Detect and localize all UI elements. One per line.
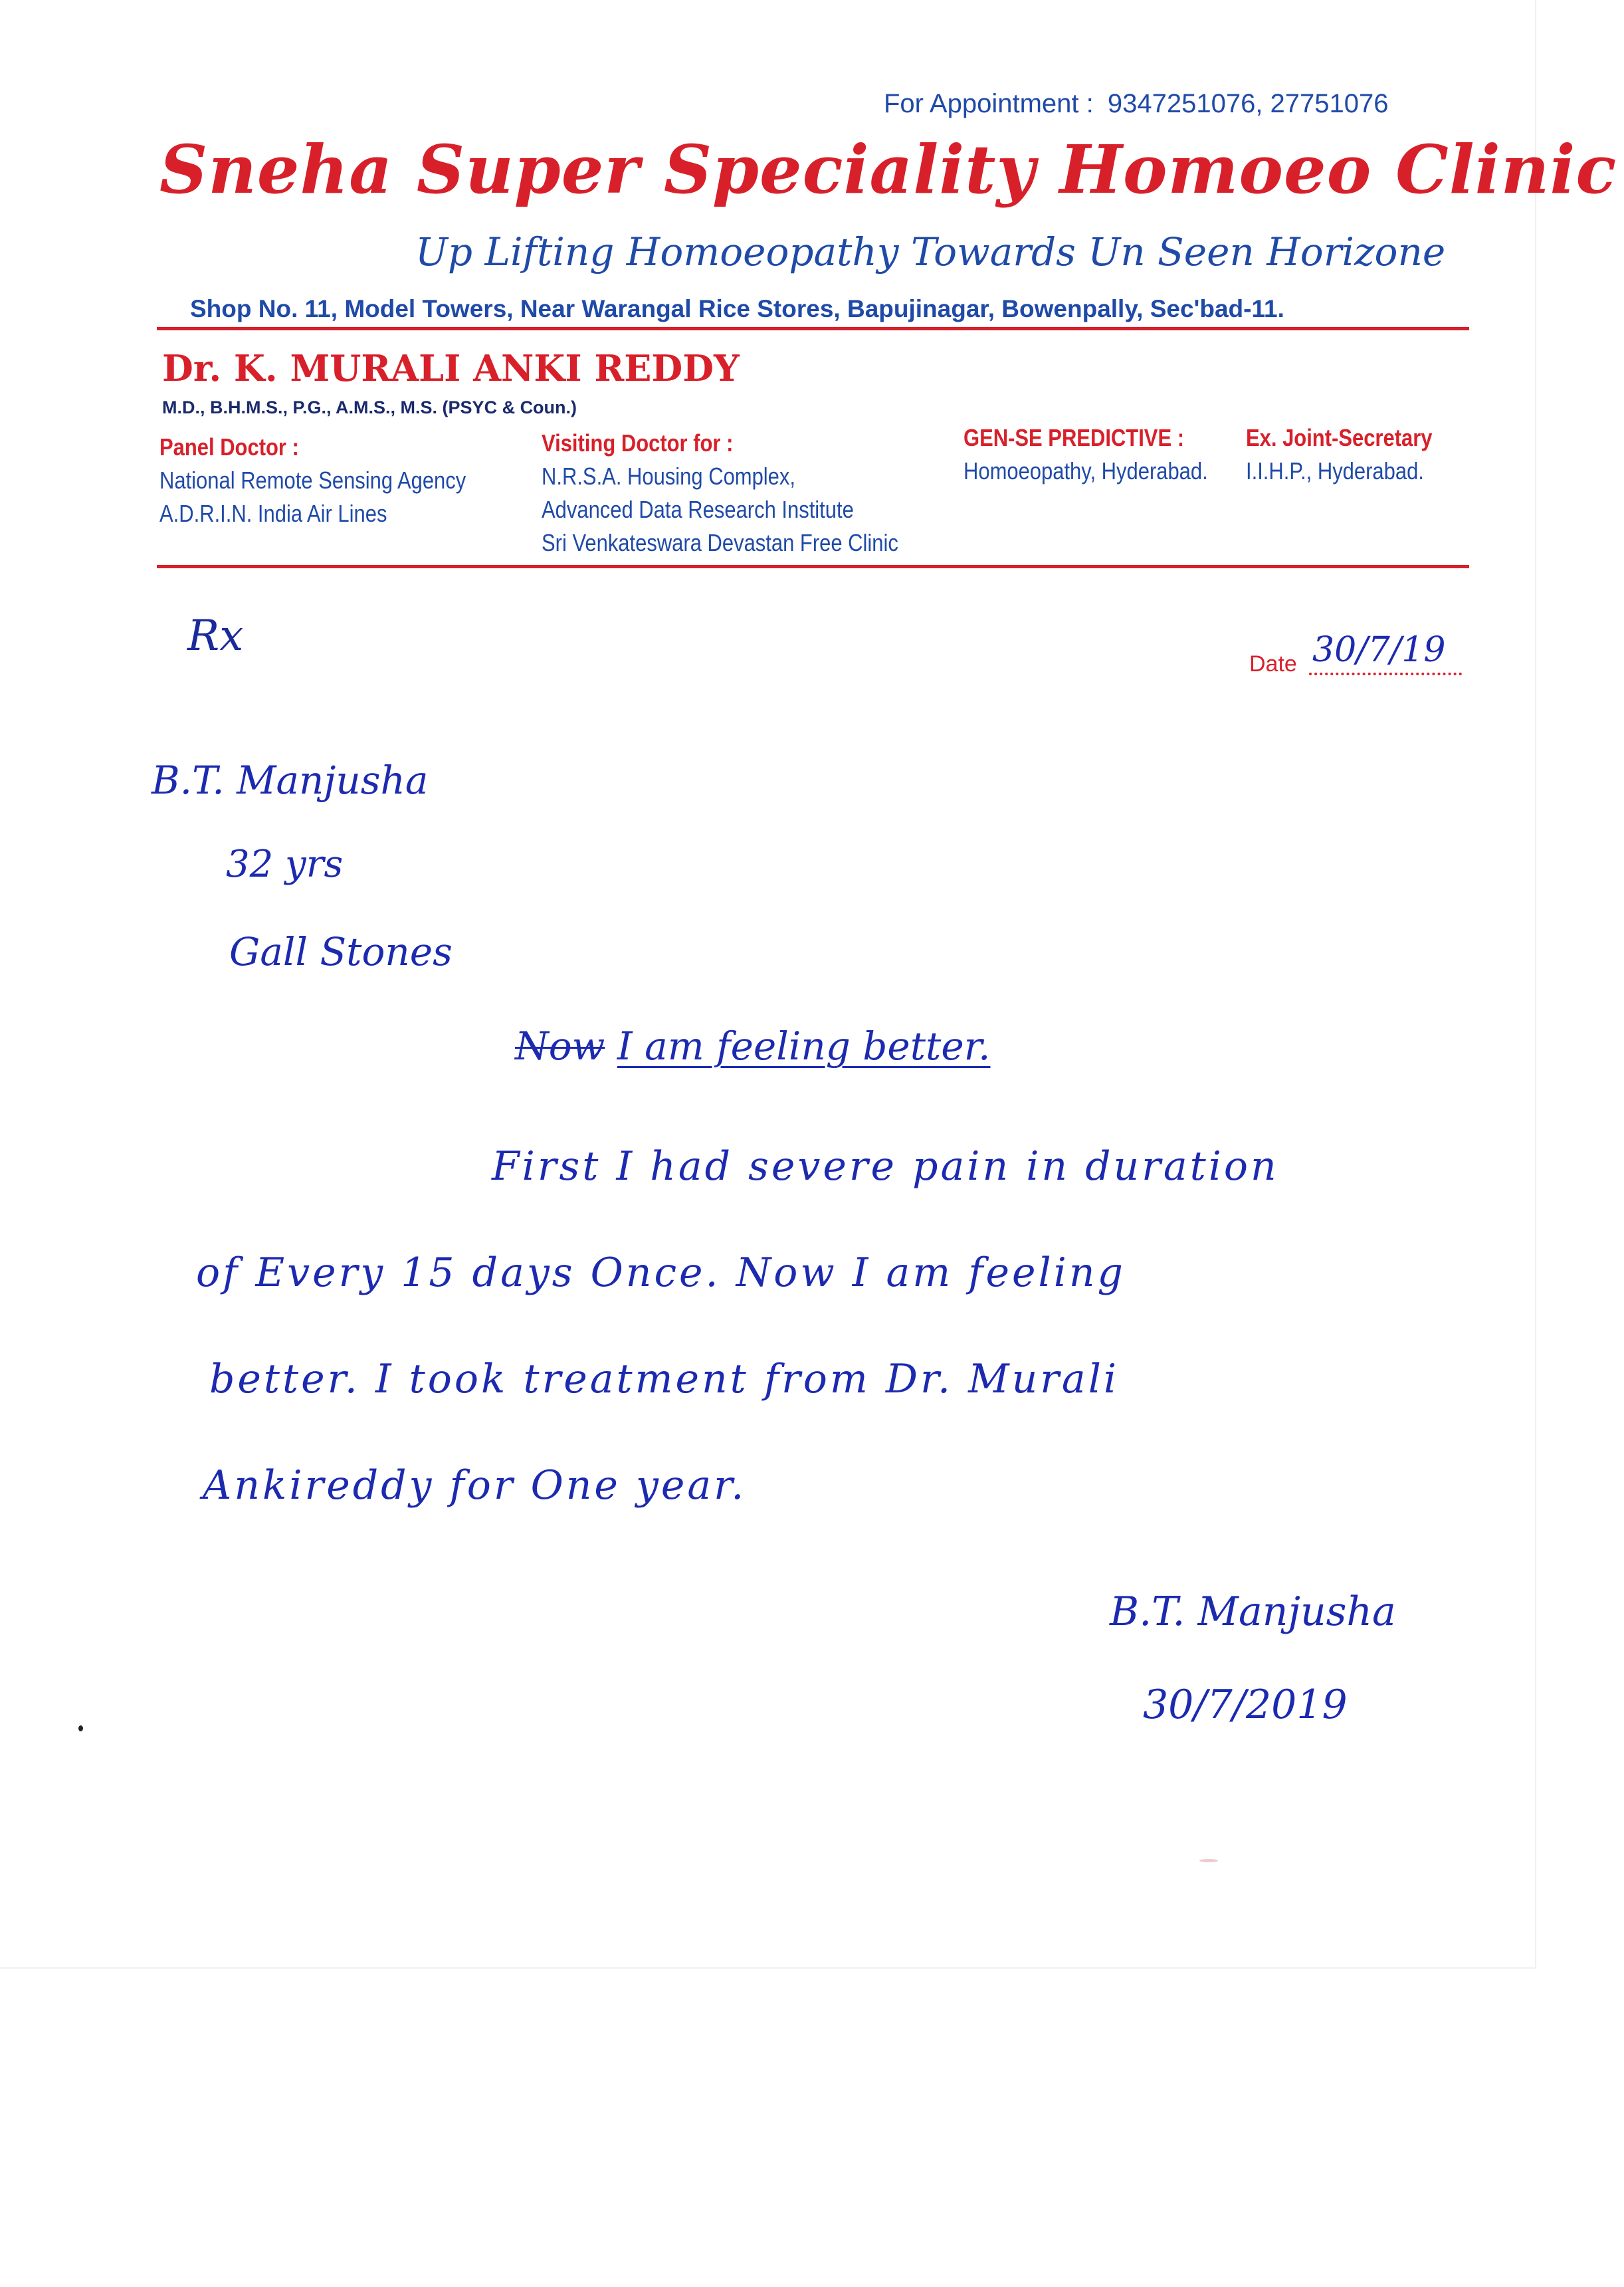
gen-se-heading: GEN-SE PREDICTIVE : bbox=[964, 424, 1185, 451]
patient-age: 32 yrs bbox=[226, 843, 344, 886]
rx-symbol: Rx bbox=[187, 611, 244, 661]
panel-doctor-column bbox=[159, 431, 516, 530]
ex-joint-secretary-column bbox=[1246, 421, 1463, 488]
visiting-doctor-line: Advanced Data Research Institute bbox=[542, 496, 854, 523]
appointment-line bbox=[884, 89, 1389, 119]
panel-doctor-line: A.D.R.I.N. India Air Lines bbox=[159, 500, 387, 527]
clinic-address: Shop No. 11, Model Towers, Near Warangal Rice Stores, Bapujinagar, Bowenpally, Sec'bad-11. bbox=[190, 295, 1284, 322]
header-divider-top bbox=[157, 327, 1469, 330]
visiting-doctor-heading: Visiting Doctor for : bbox=[542, 429, 734, 457]
date-label: Date bbox=[1249, 651, 1297, 677]
testimonial-title bbox=[515, 1024, 990, 1069]
ex-joint-secretary-line: I.I.H.P., Hyderabad. bbox=[1246, 457, 1424, 485]
stray-ink-mark bbox=[78, 1725, 83, 1731]
signature-date: 30/7/2019 bbox=[1143, 1682, 1348, 1728]
visiting-doctor-column bbox=[542, 427, 956, 560]
appointment-label: For Appointment : bbox=[884, 89, 1094, 118]
clinic-tagline: Up Lifting Homoeopathy Towards Un Seen Horizone bbox=[415, 229, 1446, 274]
visiting-doctor-line: Sri Venkateswara Devastan Free Clinic bbox=[542, 529, 898, 556]
gen-se-line: Homoeopathy, Hyderabad. bbox=[964, 457, 1208, 485]
struck-word: Now bbox=[515, 1024, 605, 1069]
patient-condition: Gall Stones bbox=[229, 929, 453, 974]
header-divider-bottom bbox=[157, 565, 1469, 568]
testimonial-line-4: Ankireddy for One year. bbox=[203, 1462, 747, 1509]
panel-doctor-line: National Remote Sensing Agency bbox=[159, 467, 466, 494]
panel-doctor-heading: Panel Doctor : bbox=[159, 433, 299, 461]
stray-ink-mark bbox=[1199, 1859, 1218, 1862]
doctor-qualifications: M.D., B.H.M.S., P.G., A.M.S., M.S. (PSYC & Coun.) bbox=[162, 397, 577, 417]
doctor-name: Dr. K. MURALI ANKI REDDY bbox=[162, 347, 740, 389]
signature-name: B.T. Manjusha bbox=[1110, 1588, 1396, 1635]
gen-se-column bbox=[964, 421, 1248, 488]
appointment-numbers: 9347251076, 27751076 bbox=[1107, 89, 1389, 118]
testimonial-line-2: of Every 15 days Once. Now I am feeling bbox=[196, 1250, 1126, 1296]
testimonial-line-3: better. I took treatment from Dr. Murali bbox=[209, 1356, 1120, 1402]
visiting-doctor-line: N.R.S.A. Housing Complex, bbox=[542, 463, 795, 490]
clinic-name: Sneha Super Speciality Homoeo Clinic bbox=[159, 130, 1617, 209]
ex-joint-secretary-heading: Ex. Joint-Secretary bbox=[1246, 424, 1433, 451]
patient-name: B.T. Manjusha bbox=[152, 758, 429, 803]
testimonial-line-1: First I had severe pain in duration bbox=[492, 1143, 1279, 1190]
date-dotted-line bbox=[1309, 673, 1462, 675]
testimonial-title-text: I am feeling better. bbox=[617, 1024, 991, 1069]
date-value: 30/7/19 bbox=[1312, 630, 1446, 670]
